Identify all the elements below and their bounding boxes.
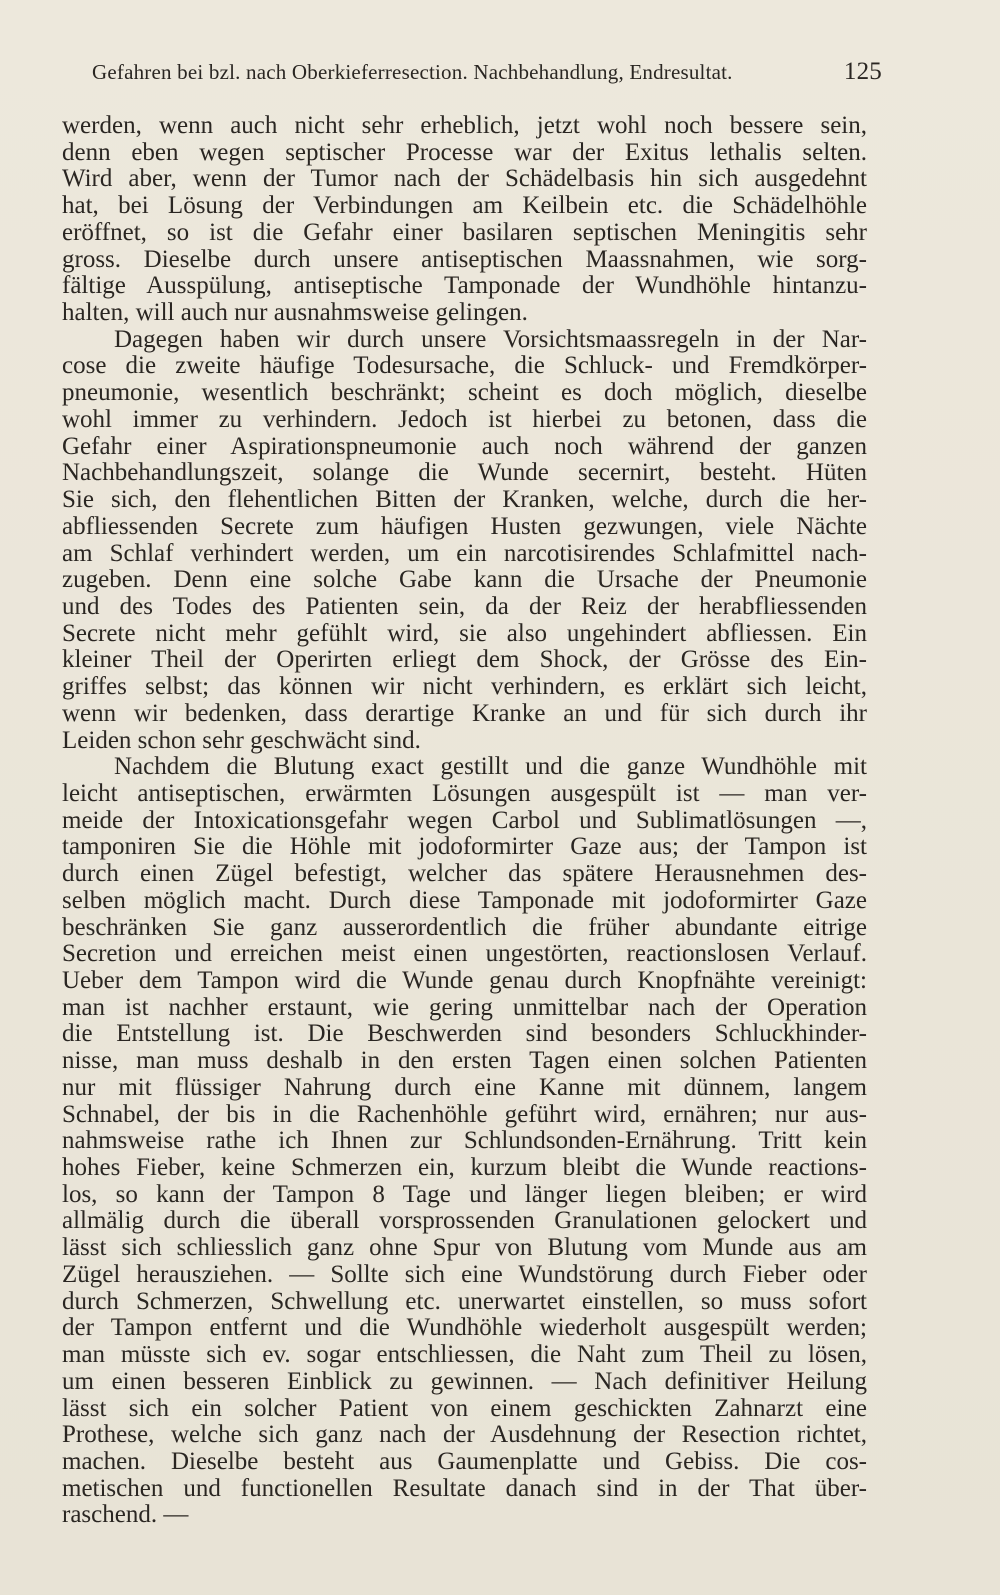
text-line: nur mit flüssiger Nahrung durch eine Kanne mit dünnem, langem bbox=[62, 1073, 867, 1101]
text-line: Dagegen haben wir durch unsere Vorsichtsmaassregeln in der Nar- bbox=[114, 325, 867, 353]
text-line: metischen und functionellen Resultate danach sind in der That über- bbox=[62, 1474, 867, 1502]
text-line: durch einen Zügel befestigt, welcher das spätere Herausnehmen des- bbox=[62, 860, 867, 888]
text-line: hohes Fieber, keine Schmerzen ein, kurzum bleibt die Wunde reactions- bbox=[62, 1154, 867, 1182]
text-line: wohl immer zu verhindern. Jedoch ist hierbei zu betonen, dass die bbox=[62, 405, 867, 433]
text-line: Ueber dem Tampon wird die Wunde genau durch Knopfnähte vereinigt: bbox=[62, 967, 867, 994]
running-title: Gefahren bei bzl. nach Oberkieferresection. Nachbehandlung, Endresultat. bbox=[92, 60, 733, 84]
text-line: allmälig durch die überall vorsprossenden Granulationen gelockert und bbox=[62, 1207, 867, 1235]
text-line: selben möglich macht. Durch diese Tamponade mit jodoformirter Gaze bbox=[62, 886, 867, 914]
text-line: zugeben. Denn eine solche Gabe kann die Ursache der Pneumonie bbox=[62, 566, 867, 594]
text-line: nisse, man muss deshalb in den ersten Tagen einen solchen Patienten bbox=[62, 1047, 867, 1075]
text-line: griffes selbst; das können wir nicht verhindern, es erklärt sich leicht, bbox=[62, 673, 867, 701]
text-line: Schnabel, der bis in die Rachenhöhle geführt wird, ernähren; nur aus- bbox=[62, 1100, 867, 1128]
text-line: Sie sich, den flehentlichen Bitten der Kranken, welche, durch die her- bbox=[62, 486, 867, 514]
text-line: kleiner Theil der Operirten erliegt dem Shock, der Grösse des Ein- bbox=[62, 646, 867, 674]
text-line: wenn wir bedenken, dass derartige Kranke an und für sich durch ihr bbox=[62, 699, 867, 727]
text-line: leicht antiseptischen, erwärmten Lösungen ausgespült ist — man ver- bbox=[62, 779, 867, 807]
text-line: eröffnet, so ist die Gefahr einer basilaren septischen Meningitis sehr bbox=[62, 218, 867, 246]
text-line: Zügel herausziehen. — Sollte sich eine Wundstörung durch Fieber oder bbox=[62, 1260, 867, 1288]
text-line: Leiden schon sehr geschwächt sind. bbox=[62, 726, 421, 754]
text-line: am Schlaf verhindert werden, um ein narcotisirendes Schlafmittel nach- bbox=[62, 539, 867, 567]
text-line: und des Todes des Patienten sein, da der Reiz der herabfliessenden bbox=[62, 592, 867, 620]
text-line: raschend. — bbox=[62, 1501, 189, 1529]
text-line: cose die zweite häufige Todesursache, die Schluck- und Fremdkörper- bbox=[62, 352, 867, 380]
text-line: machen. Dieselbe besteht aus Gaumenplatte und Gebiss. Die cos- bbox=[62, 1447, 867, 1475]
text-line: man müsste sich ev. sogar entschliessen, die Naht zum Theil zu lösen, bbox=[62, 1341, 867, 1369]
text-line: hat, bei Lösung der Verbindungen am Keilbein etc. die Schädelhöhle bbox=[62, 192, 867, 220]
text-line: Nachbehandlungszeit, solange die Wunde secernirt, besteht. Hüten bbox=[62, 459, 867, 487]
text-line: Secretion und erreichen meist einen ungestörten, reactionslosen Verlauf. bbox=[62, 940, 867, 968]
page-number: 125 bbox=[843, 58, 882, 85]
text-line: fältige Ausspülung, antiseptische Tamponade der Wundhöhle hintanzu- bbox=[62, 272, 867, 300]
text-line: die Entstellung ist. Die Beschwerden sind besonders Schluckhinder- bbox=[62, 1020, 867, 1048]
text-line: Wird aber, wenn der Tumor nach der Schädelbasis hin sich ausgedehnt bbox=[62, 165, 867, 193]
body-text bbox=[62, 113, 867, 1529]
text-line: Gefahr einer Aspirationspneumonie auch noch während der ganzen bbox=[62, 432, 867, 460]
text-line: Prothese, welche sich ganz nach der Ausdehnung der Resection richtet, bbox=[62, 1421, 867, 1449]
text-line: denn eben wegen septischer Processe war der Exitus lethalis selten. bbox=[62, 138, 867, 166]
text-line: beschränken Sie ganz ausserordentlich die früher abundante eitrige bbox=[62, 913, 867, 941]
text-line: Secrete nicht mehr gefühlt wird, sie also ungehindert abfliessen. Ein bbox=[62, 619, 867, 647]
text-line: um einen besseren Einblick zu gewinnen. — Nach definitiver Heilung bbox=[62, 1367, 867, 1395]
running-head bbox=[92, 58, 882, 88]
text-line: nahmsweise rathe ich Ihnen zur Schlundsonden-Ernährung. Tritt kein bbox=[62, 1127, 867, 1155]
text-line: man ist nachher erstaunt, wie gering unmittelbar nach der Operation bbox=[62, 993, 867, 1021]
text-line: pneumonie, wesentlich beschränkt; scheint es doch möglich, dieselbe bbox=[62, 379, 867, 407]
text-line: lässt sich schliesslich ganz ohne Spur von Blutung vom Munde aus am bbox=[62, 1234, 867, 1262]
text-line: meide der Intoxicationsgefahr wegen Carbol und Sublimatlösungen —, bbox=[62, 806, 867, 834]
text-line: tamponiren Sie die Höhle mit jodoformirter Gaze aus; der Tampon ist bbox=[62, 833, 867, 861]
text-line: durch Schmerzen, Schwellung etc. unerwartet einstellen, so muss sofort bbox=[62, 1287, 867, 1315]
text-line: abfliessenden Secrete zum häufigen Husten gezwungen, viele Nächte bbox=[62, 512, 867, 540]
text-line: los, so kann der Tampon 8 Tage und länger liegen bleiben; er wird bbox=[62, 1180, 867, 1208]
text-line: gross. Dieselbe durch unsere antiseptischen Maassnahmen, wie sorg- bbox=[62, 245, 867, 273]
text-line: werden, wenn auch nicht sehr erheblich, jetzt wohl noch bessere sein, bbox=[62, 112, 867, 139]
text-line: halten, will auch nur ausnahmsweise gelingen. bbox=[62, 299, 528, 327]
text-line: der Tampon entfernt und die Wundhöhle wiederholt ausgespült werden; bbox=[62, 1314, 867, 1342]
text-line: lässt sich ein solcher Patient von einem geschickten Zahnarzt eine bbox=[62, 1394, 867, 1422]
text-line: Nachdem die Blutung exact gestillt und die ganze Wundhöhle mit bbox=[114, 753, 867, 781]
